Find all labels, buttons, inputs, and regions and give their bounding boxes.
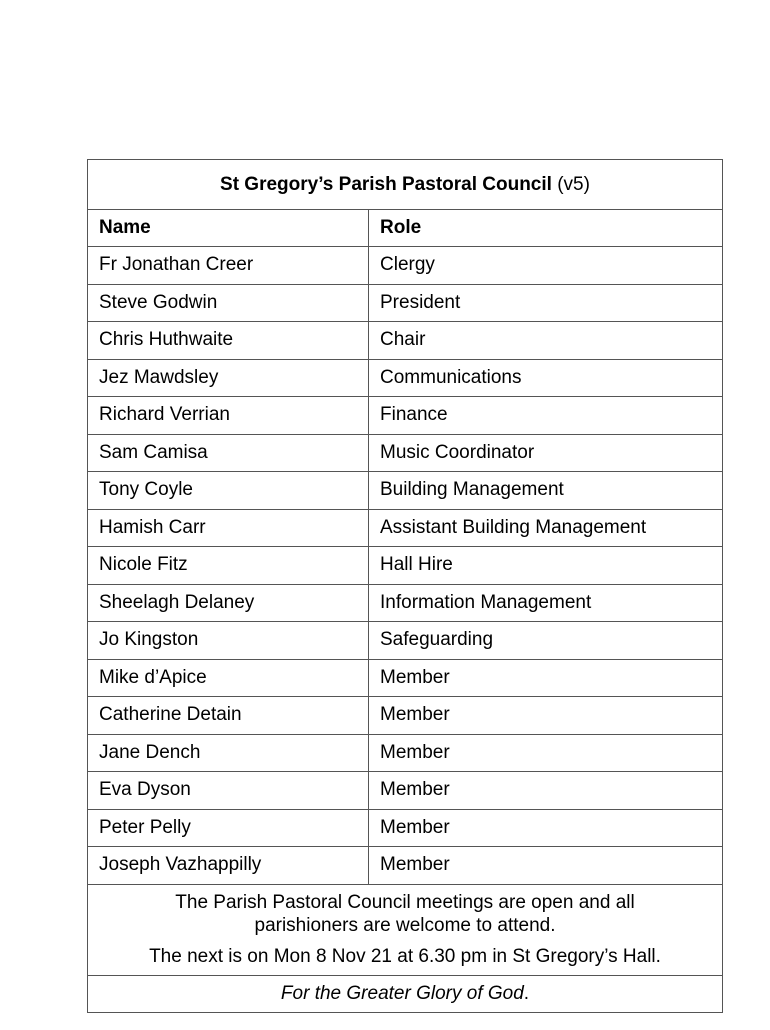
header-name: Name	[88, 210, 369, 247]
member-role: Member	[369, 697, 723, 735]
member-name: Hamish Carr	[88, 509, 369, 547]
council-table	[87, 159, 723, 1013]
member-name: Sheelagh Delaney	[88, 584, 369, 622]
notice-cell	[88, 884, 723, 975]
member-role: Music Coordinator	[369, 434, 723, 472]
motto-cell	[88, 975, 723, 1012]
member-name: Chris Huthwaite	[88, 322, 369, 360]
member-role: President	[369, 284, 723, 322]
table-row	[88, 547, 723, 585]
header-row	[88, 210, 723, 247]
table-row	[88, 772, 723, 810]
table-row	[88, 284, 723, 322]
member-role: Member	[369, 809, 723, 847]
member-role: Assistant Building Management	[369, 509, 723, 547]
table-title	[88, 160, 723, 210]
motto-text: For the Greater Glory of God	[280, 982, 524, 1004]
table-row	[88, 809, 723, 847]
notice-line-3: The next is on Mon 8 Nov 21 at 6.30 pm in St Gregory’s Hall.	[149, 946, 661, 967]
member-role: Clergy	[369, 247, 723, 285]
title-version: (v5)	[557, 173, 590, 195]
member-name: Peter Pelly	[88, 809, 369, 847]
motto-period: .	[523, 982, 530, 1004]
member-name: Jane Dench	[88, 734, 369, 772]
header-role: Role	[369, 210, 723, 247]
member-role: Building Management	[369, 472, 723, 510]
member-name: Richard Verrian	[88, 397, 369, 435]
table-row	[88, 509, 723, 547]
table-row	[88, 622, 723, 660]
member-role: Hall Hire	[369, 547, 723, 585]
member-name: Nicole Fitz	[88, 547, 369, 585]
member-name: Fr Jonathan Creer	[88, 247, 369, 285]
table-row	[88, 322, 723, 360]
member-name: Jo Kingston	[88, 622, 369, 660]
member-role: Member	[369, 734, 723, 772]
member-name: Jez Mawdsley	[88, 359, 369, 397]
table-row	[88, 247, 723, 285]
notice-spacer	[108, 937, 702, 945]
member-name: Mike d’Apice	[88, 659, 369, 697]
member-role: Member	[369, 847, 723, 885]
member-role: Member	[369, 659, 723, 697]
table-row	[88, 584, 723, 622]
member-name: Sam Camisa	[88, 434, 369, 472]
motto-row	[88, 975, 723, 1012]
notice-line-1: The Parish Pastoral Council meetings are open and all	[175, 892, 635, 913]
member-name: Catherine Detain	[88, 697, 369, 735]
member-role: Finance	[369, 397, 723, 435]
member-role: Information Management	[369, 584, 723, 622]
table-row	[88, 734, 723, 772]
member-name: Joseph Vazhappilly	[88, 847, 369, 885]
member-role: Member	[369, 772, 723, 810]
table-row	[88, 434, 723, 472]
member-name: Eva Dyson	[88, 772, 369, 810]
table-row	[88, 847, 723, 885]
notice-line-2: parishioners are welcome to attend.	[254, 915, 556, 936]
member-name: Steve Godwin	[88, 284, 369, 322]
member-role: Communications	[369, 359, 723, 397]
table-row	[88, 397, 723, 435]
table-row	[88, 659, 723, 697]
member-role: Chair	[369, 322, 723, 360]
table-row	[88, 472, 723, 510]
member-name: Tony Coyle	[88, 472, 369, 510]
notice-row	[88, 884, 723, 975]
member-role: Safeguarding	[369, 622, 723, 660]
table-row	[88, 359, 723, 397]
title-main: St Gregory’s Parish Pastoral Council	[220, 173, 552, 195]
table-row	[88, 697, 723, 735]
title-row	[88, 160, 723, 210]
